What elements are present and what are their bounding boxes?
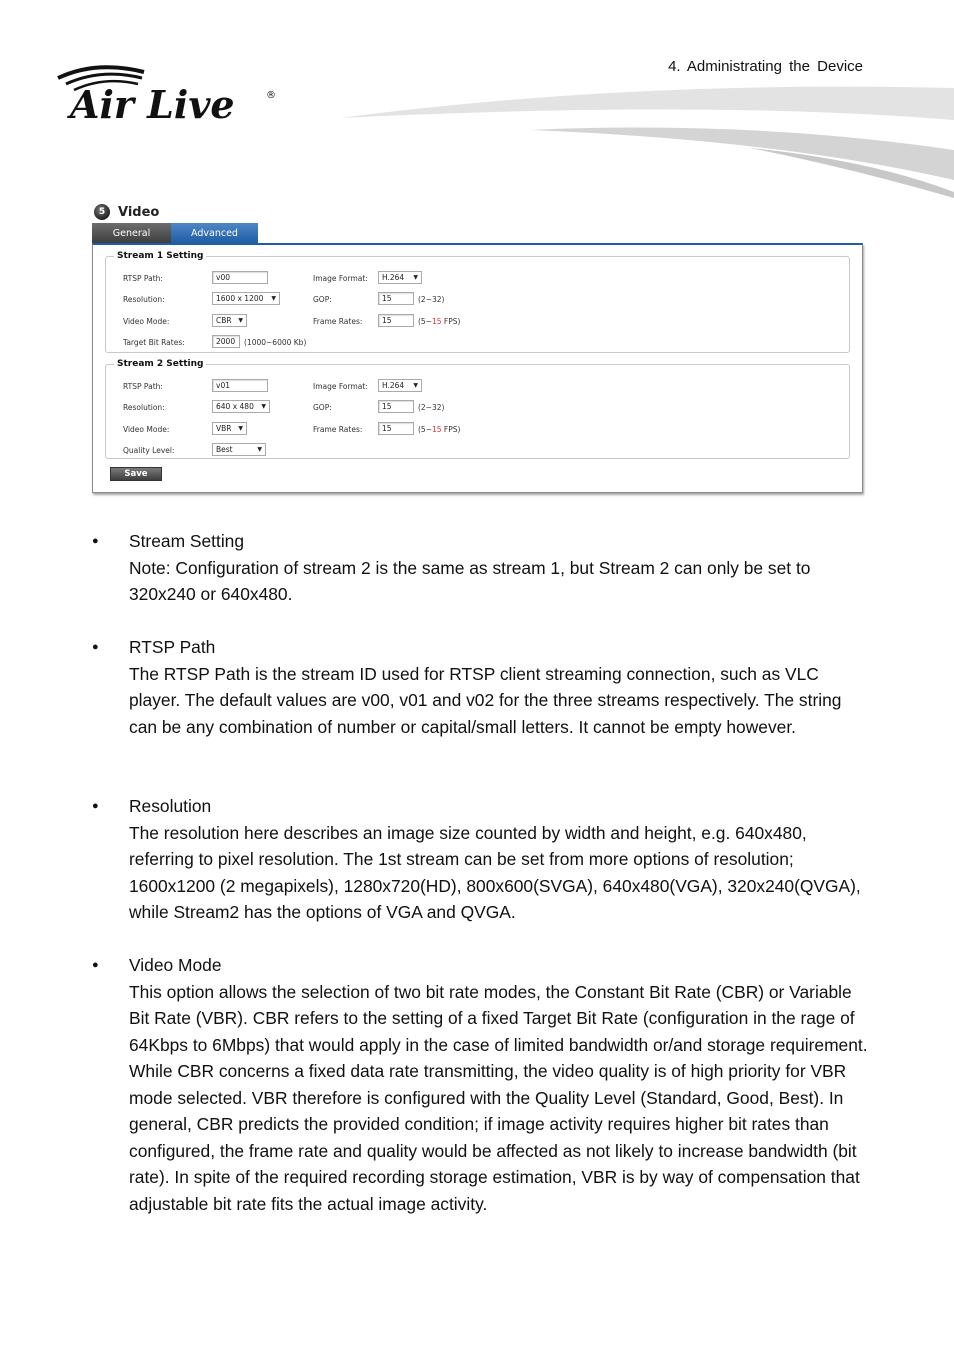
settings-form <box>92 243 863 493</box>
stream2-quality-select[interactable]: Best ▼ <box>212 443 266 456</box>
section-stream-setting <box>92 528 872 608</box>
stream1-rtsp-input[interactable]: v00 <box>212 271 268 284</box>
stream2-fps-label: Frame Rates: <box>313 424 363 434</box>
stream2-fps-input[interactable]: 15 <box>378 422 414 435</box>
stream2-fps-hint: (5~15 FPS) <box>418 425 461 434</box>
video-panel-title <box>94 202 159 222</box>
section-title: Video Mode <box>129 955 222 975</box>
section-text: The resolution here describes an image size counted by width and height, e.g. 640x480, referring to pixel resolution. The 1st stream can be set from more options of resolution; 1600x1200 (2 megapixels), 1280x720(HD), 800x600(SVGA), 640x480(VGA), 320x240(QVGA), while Stream2 has the options of VGA and QVGA. <box>129 822 861 922</box>
stream1-gop-input[interactable]: 15 <box>378 292 414 305</box>
step-number-icon: 5 <box>94 204 110 220</box>
stream2-format-select[interactable]: H.264 ▼ <box>378 379 422 392</box>
stream2-rtsp-label: RTSP Path: <box>123 381 163 391</box>
stream2-format-label: Image Format: <box>313 381 368 391</box>
stream1-resolution-select[interactable]: 1600 x 1200 ▼ <box>212 292 280 305</box>
stream1-format-label: Image Format: <box>313 273 368 283</box>
bullet-icon: ● <box>92 535 99 547</box>
stream1-gop-label: GOP: <box>313 294 332 304</box>
bullet-icon: ● <box>92 641 99 653</box>
panel-title-text: Video <box>118 204 160 220</box>
section-title: Stream Setting <box>129 531 245 551</box>
stream1-bitrate-input[interactable]: 2000 <box>212 335 240 348</box>
svg-text:®: ® <box>266 90 276 101</box>
section-title: RTSP Path <box>129 637 216 657</box>
video-settings-screenshot <box>90 198 865 496</box>
bullet-icon: ● <box>92 959 99 971</box>
stream1-gop-hint: (2~32) <box>418 295 445 304</box>
stream2-mode-select[interactable]: VBR ▼ <box>212 422 247 435</box>
tab-general[interactable]: General <box>92 223 171 243</box>
stream2-mode-label: Video Mode: <box>123 424 170 434</box>
stream2-gop-label: GOP: <box>313 402 332 412</box>
section-text: Note: Configuration of stream 2 is the same as stream 1, but Stream 2 can only be set to 320x240 or 640x480. <box>129 557 811 604</box>
stream1-bitrate-label: Target Bit Rates: <box>123 337 185 347</box>
stream1-resolution-label: Resolution: <box>123 294 165 304</box>
stream1-fps-input[interactable]: 15 <box>378 314 414 327</box>
tab-bar <box>92 223 258 243</box>
stream2-legend: Stream 2 Setting <box>117 359 204 369</box>
svg-text:Air Live: Air Live <box>70 82 235 126</box>
header-swoosh-decoration <box>330 80 954 200</box>
save-button[interactable]: Save <box>110 467 162 481</box>
section-text: This option allows the selection of two bit rate modes, the Constant Bit Rate (CBR) or Variable Bit Rate (VBR). CBR refers to the setting of a fixed Target Bit Rate (configuration in the rage of 64Kbps to 6Mbps) that would apply in the case of limited bandwidth or/and storage requirement. While CBR concerns a fixed data rate transmitting, the video quality is of high priority for VBR mode selected. VBR therefore is configured with the Quality Level (Standard, Good, Best). In general, CBR predicts the provided condition; if image activity requires higher bit rates than configured, the frame rate and quality would be affected as not likely to increase bandwidth (bit rate). In spite of the required recording storage estimation, VBR is by way of compensation that adjustable bit rate fits the actual image activity. <box>129 981 868 1214</box>
section-title: Resolution <box>129 796 212 816</box>
stream1-bitrate-hint: (1000~6000 Kb) <box>244 338 307 347</box>
stream1-format-select[interactable]: H.264 ▼ <box>378 271 422 284</box>
section-text: The RTSP Path is the stream ID used for RTSP client streaming connection, such as VLC player. The default values are v00, v01 and v02 for the three streams respectively. The string can be any combination of number or capital/small letters. It cannot be empty however. <box>129 663 842 737</box>
stream1-fps-label: Frame Rates: <box>313 316 363 326</box>
stream2-quality-label: Quality Level: <box>123 445 175 455</box>
stream1-legend: Stream 1 Setting <box>117 251 204 261</box>
chapter-heading: 4. Administrating the Device <box>668 58 863 75</box>
stream2-fieldset <box>105 359 850 459</box>
section-resolution <box>92 793 872 926</box>
stream1-fps-hint: (5~15 FPS) <box>418 317 461 326</box>
section-video-mode <box>92 952 872 1217</box>
stream1-rtsp-label: RTSP Path: <box>123 273 163 283</box>
stream1-fieldset <box>105 251 850 353</box>
stream2-resolution-label: Resolution: <box>123 402 165 412</box>
stream1-mode-label: Video Mode: <box>123 316 170 326</box>
stream1-mode-select[interactable]: CBR ▼ <box>212 314 247 327</box>
bullet-icon: ● <box>92 800 99 812</box>
stream2-resolution-select[interactable]: 640 x 480 ▼ <box>212 400 270 413</box>
stream2-gop-input[interactable]: 15 <box>378 400 414 413</box>
stream2-gop-hint: (2~32) <box>418 403 445 412</box>
stream2-rtsp-input[interactable]: v01 <box>212 379 268 392</box>
airlive-logo <box>56 60 286 126</box>
tab-advanced[interactable]: Advanced <box>171 223 258 243</box>
section-rtsp-path <box>92 634 872 740</box>
